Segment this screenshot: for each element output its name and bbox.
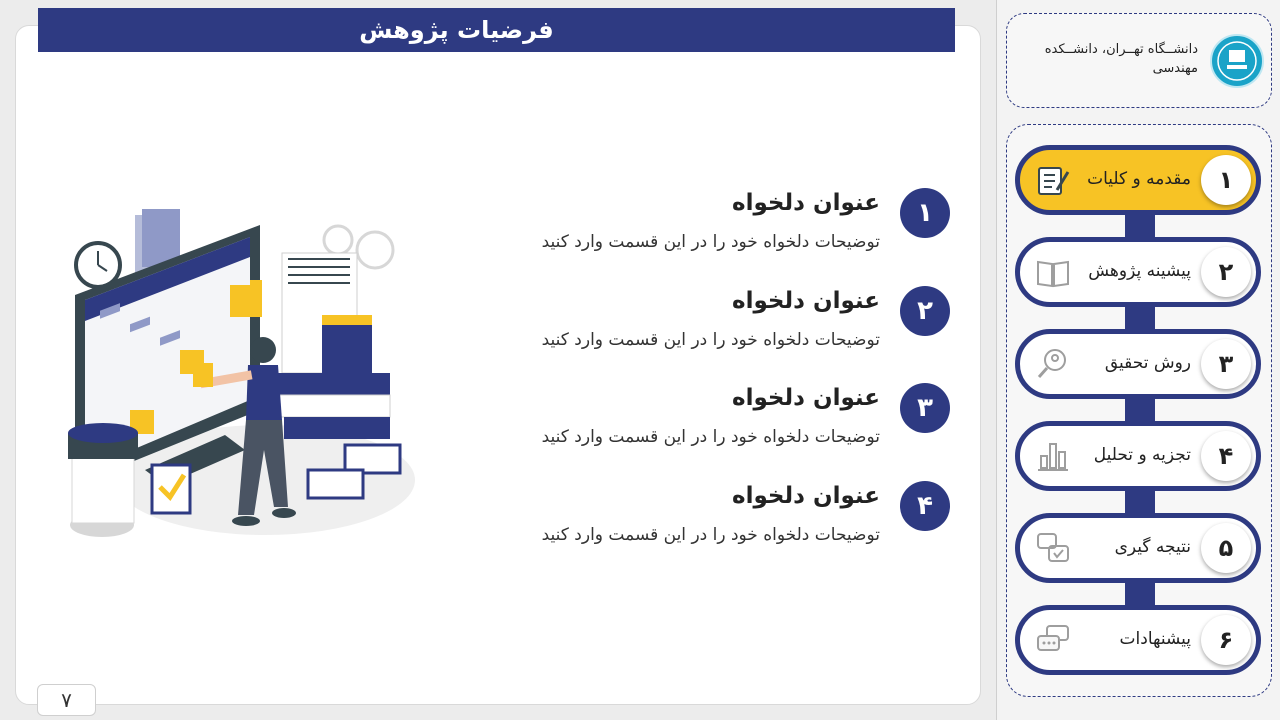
- nav-label: تجزیه و تحلیل: [1093, 445, 1191, 465]
- hypothesis-item: [470, 188, 950, 268]
- puzzle-work-illustration: [50, 195, 430, 565]
- checklist-pencil-icon: [1035, 162, 1071, 198]
- sidebar-item-analysis[interactable]: [1015, 421, 1261, 491]
- nav-number: ۶: [1201, 615, 1251, 665]
- nav-label: مقدمه و کلیات: [1087, 169, 1191, 189]
- item-title: عنوان دلخواه: [732, 288, 880, 314]
- item-title: عنوان دلخواه: [732, 483, 880, 509]
- magnifier-user-icon: [1035, 346, 1071, 382]
- hypothesis-item: [470, 286, 950, 366]
- item-description: توضیحات دلخواه خود را در این قسمت وارد کنید: [541, 525, 880, 545]
- nav-number: ۳: [1201, 339, 1251, 389]
- nav-number: ۵: [1201, 523, 1251, 573]
- sidebar-divider: [996, 0, 997, 720]
- hypothesis-item: [470, 383, 950, 463]
- item-title: عنوان دلخواه: [732, 385, 880, 411]
- bar-chart-icon: [1035, 438, 1071, 474]
- item-title: عنوان دلخواه: [732, 190, 880, 216]
- sidebar-item-suggestions[interactable]: [1015, 605, 1261, 675]
- nav-label: پیشینه پژوهش: [1088, 261, 1191, 281]
- item-description: توضیحات دلخواه خود را در این قسمت وارد کنید: [541, 330, 880, 350]
- item-number-badge: ۳: [900, 383, 950, 433]
- item-number-badge: ۲: [900, 286, 950, 336]
- slide-title: فرضیات پژوهش: [359, 16, 554, 44]
- chat-check-icon: [1035, 530, 1071, 566]
- page-number: ۷: [37, 684, 96, 716]
- chat-bubbles-icon: [1035, 622, 1071, 658]
- sidebar-item-methodology[interactable]: [1015, 329, 1261, 399]
- nav-number: ۲: [1201, 247, 1251, 297]
- sidebar-item-literature-review[interactable]: [1015, 237, 1261, 307]
- nav-label: پیشنهادات: [1119, 629, 1191, 649]
- nav-label: نتیجه گیری: [1114, 537, 1191, 557]
- book-icon: [1035, 254, 1071, 290]
- nav-label: روش تحقیق: [1104, 353, 1191, 373]
- university-name: دانشــگاه تهــران، دانشــکده مهندسی: [1044, 42, 1198, 76]
- university-logo: [1210, 34, 1264, 88]
- item-number-badge: ۴: [900, 481, 950, 531]
- slide-title-bar: [38, 8, 955, 52]
- item-description: توضیحات دلخواه خود را در این قسمت وارد کنید: [541, 427, 880, 447]
- nav-number: ۱: [1201, 155, 1251, 205]
- sidebar-item-conclusion[interactable]: [1015, 513, 1261, 583]
- university-emblem-icon: [1212, 36, 1262, 86]
- item-number-badge: ۱: [900, 188, 950, 238]
- sidebar-item-introduction[interactable]: [1015, 145, 1261, 215]
- item-description: توضیحات دلخواه خود را در این قسمت وارد کنید: [541, 232, 880, 252]
- hypothesis-item: [470, 481, 950, 561]
- nav-number: ۴: [1201, 431, 1251, 481]
